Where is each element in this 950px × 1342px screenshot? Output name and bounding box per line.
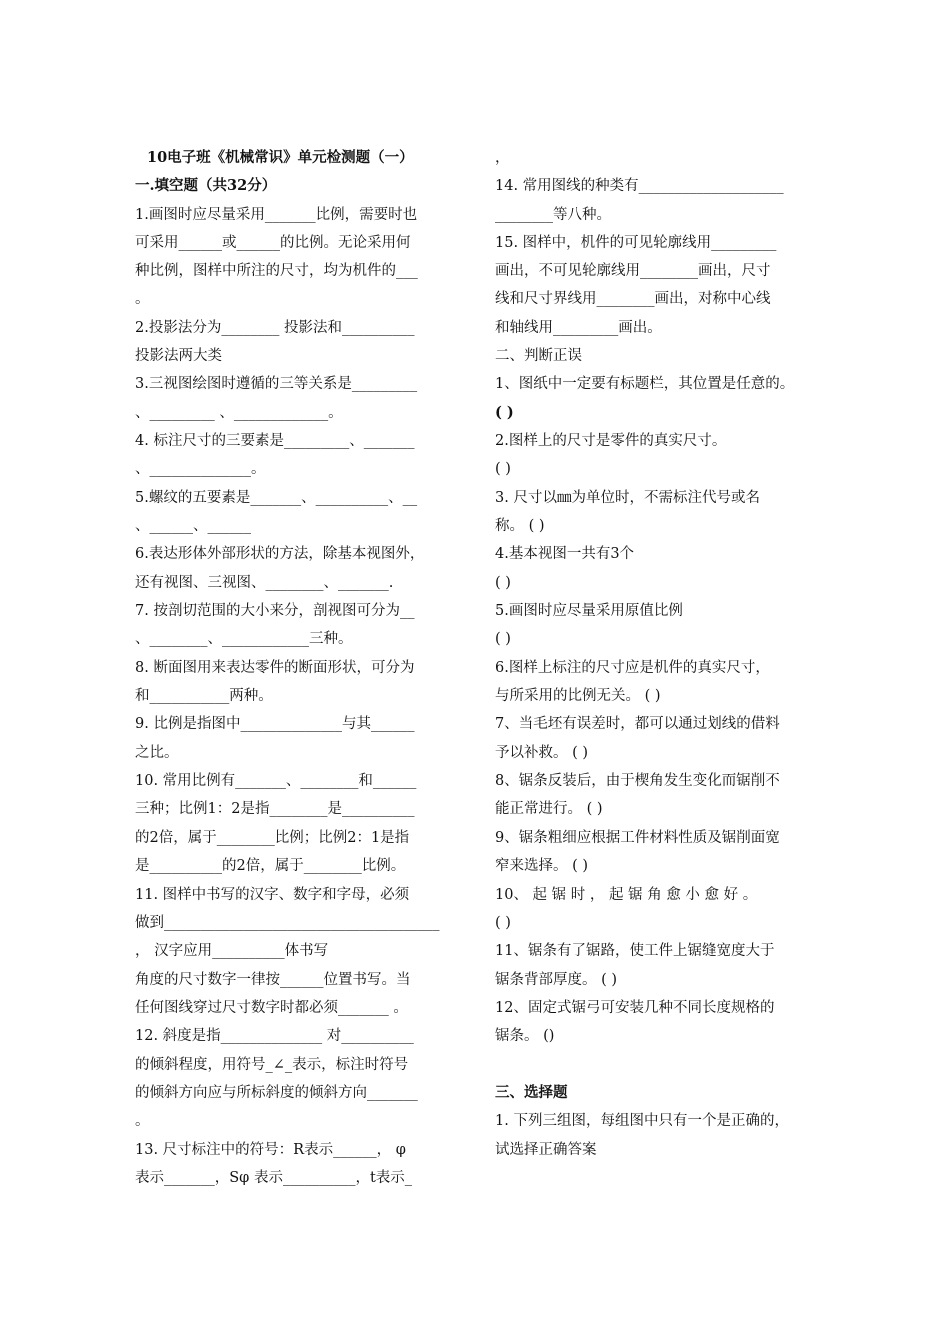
text-line: 的倾斜方向应与所标斜度的倾斜方向_______ — [135, 1085, 418, 1101]
text-line: ， — [495, 150, 510, 166]
text-line: 窄来选择。 ( ) — [495, 858, 589, 874]
text-line: 4.基本视图一共有3个 — [495, 546, 635, 562]
text-line: 15. 图样中，机件的可见轮廓线用_________ — [495, 235, 777, 251]
text-line: 6.表达形体外部形状的方法，除基本视图外， — [135, 546, 425, 562]
text-line: 的2倍，属于________比例；比例2：1是指 — [135, 830, 410, 846]
text-line: ， 汉字应用__________体书写 — [135, 943, 329, 959]
text-line: 。 — [135, 291, 150, 307]
text-line: 线和尺寸界线用________画出，对称中心线 — [495, 291, 771, 307]
text-line: 的倾斜程度，用符号_∠_表示，标注时符号 — [135, 1057, 409, 1073]
text-line: 和___________两种。 — [135, 688, 273, 704]
text-line: 1.画图时应尽量采用_______比例，需要时也 — [135, 207, 418, 223]
text-line: 11、锯条有了锯路，使工件上锯缝宽度大于 — [495, 943, 775, 959]
text-line: 8. 断面图用来表达零件的断面形状，可分为 — [135, 660, 415, 676]
text-line: 还有视图、三视图、________、_______. — [135, 575, 394, 591]
text-line: 7. 按剖切范围的大小来分，剖视图可分为__ — [135, 603, 415, 619]
text-line: 2.图样上的尺寸是零件的真实尺寸。 — [495, 433, 727, 449]
text-line: 画出，不可见轮廓线用________画出，尺寸 — [495, 263, 771, 279]
document-title: 10电子班《机械常识》单元检测题（一） — [147, 149, 414, 166]
text-line: 投影法两大类 — [135, 348, 222, 364]
text-line: 任何图线穿过尺寸数字时都必须_______ 。 — [135, 1000, 408, 1016]
text-line: 9. 比例是指图中______________与其______ — [135, 716, 415, 732]
text-line: 1. 下列三组图，每组图中只有一个是正确的， — [495, 1113, 789, 1129]
text-line: 三种；比例1：2是指________是__________ — [135, 801, 415, 817]
answer-parentheses: ( ) — [495, 575, 511, 591]
text-line: 种比例，图样中所注的尺寸，均为机件的___ — [135, 263, 418, 279]
text-line: 称。 ( ) — [495, 518, 545, 534]
text-line: 锯条。 () — [495, 1028, 555, 1044]
text-line: 8、锯条反装后，由于楔角发生变化而锯削不 — [495, 773, 780, 789]
section-fill-blank-heading: 一.填空题（共32分） — [135, 177, 277, 194]
text-line: 能正常进行。 ( ) — [495, 801, 603, 817]
answer-parentheses: ( ) — [495, 404, 514, 421]
section-true-false-heading: 二、判断正误 — [495, 348, 582, 364]
text-line: 13. 尺寸标注中的符号：R表示______， φ — [135, 1142, 406, 1158]
answer-parentheses: ( ) — [495, 631, 511, 647]
text-line: 之比。 — [135, 745, 179, 761]
text-line: 9、锯条粗细应根据工件材料性质及锯削面宽 — [495, 830, 780, 846]
text-line: 11. 图样中书写的汉字、数字和字母，必须 — [135, 887, 410, 903]
answer-parentheses: ( ) — [495, 915, 511, 931]
text-line: 2.投影法分为________ 投影法和__________ — [135, 320, 415, 336]
text-line: 予以补救。 ( ) — [495, 745, 589, 761]
text-line: 5.画图时应尽量采用原值比例 — [495, 603, 683, 619]
text-line: 6.图样上标注的尺寸应是机件的真实尺寸， — [495, 660, 770, 676]
text-line: 1、图纸中一定要有标题栏，其位置是任意的。 — [495, 376, 795, 392]
text-line: 12. 斜度是指______________ 对__________ — [135, 1028, 414, 1044]
text-line: 4. 标注尺寸的三要素是_________、_______ — [135, 433, 415, 449]
text-line: 、_________ 、_____________。 — [135, 405, 343, 421]
text-line: 锯条背部厚度。 ( ) — [495, 972, 618, 988]
text-line: 和轴线用_________画出。 — [495, 320, 662, 336]
text-line: 与所采用的比例无关。 ( ) — [495, 688, 661, 704]
text-line: 3.三视图绘图时遵循的三等关系是_________ — [135, 376, 418, 392]
text-line: 角度的尺寸数字一律按______位置书写。当 — [135, 972, 411, 988]
text-line: 是__________的2倍，属于________比例。 — [135, 858, 406, 874]
text-line: 10. 常用比例有_______、________和______ — [135, 773, 417, 789]
text-line: 14. 常用图线的种类有____________________ — [495, 178, 784, 194]
text-line: 表示_______，Sφ 表示__________，t表示_ — [135, 1170, 413, 1186]
text-line: 12、固定式锯弓可安装几种不同长度规格的 — [495, 1000, 775, 1016]
text-line: ________等八种。 — [495, 207, 611, 223]
text-line: 5.螺纹的五要素是_______、__________、__ — [135, 490, 418, 506]
text-line: 试选择正确答案 — [495, 1142, 597, 1158]
text-line: 、______、______ — [135, 518, 251, 534]
text-line: 、________、____________三种。 — [135, 631, 353, 647]
text-line: 。 — [135, 1113, 150, 1129]
answer-parentheses: ( ) — [495, 461, 511, 477]
section-multiple-choice-heading: 三、选择题 — [495, 1084, 568, 1101]
text-line: 做到______________________________________ — [135, 915, 440, 931]
text-line: 3. 尺寸以㎜为单位时，不需标注代号或名 — [495, 490, 760, 506]
text-line: 10、 起 锯 时 ， 起 锯 角 愈 小 愈 好 。 — [495, 887, 758, 903]
text-line: 、______________。 — [135, 461, 266, 477]
text-line: 可采用______或______的比例。无论采用何 — [135, 235, 411, 251]
text-line: 7、当毛坯有误差时，都可以通过划线的借料 — [495, 716, 780, 732]
